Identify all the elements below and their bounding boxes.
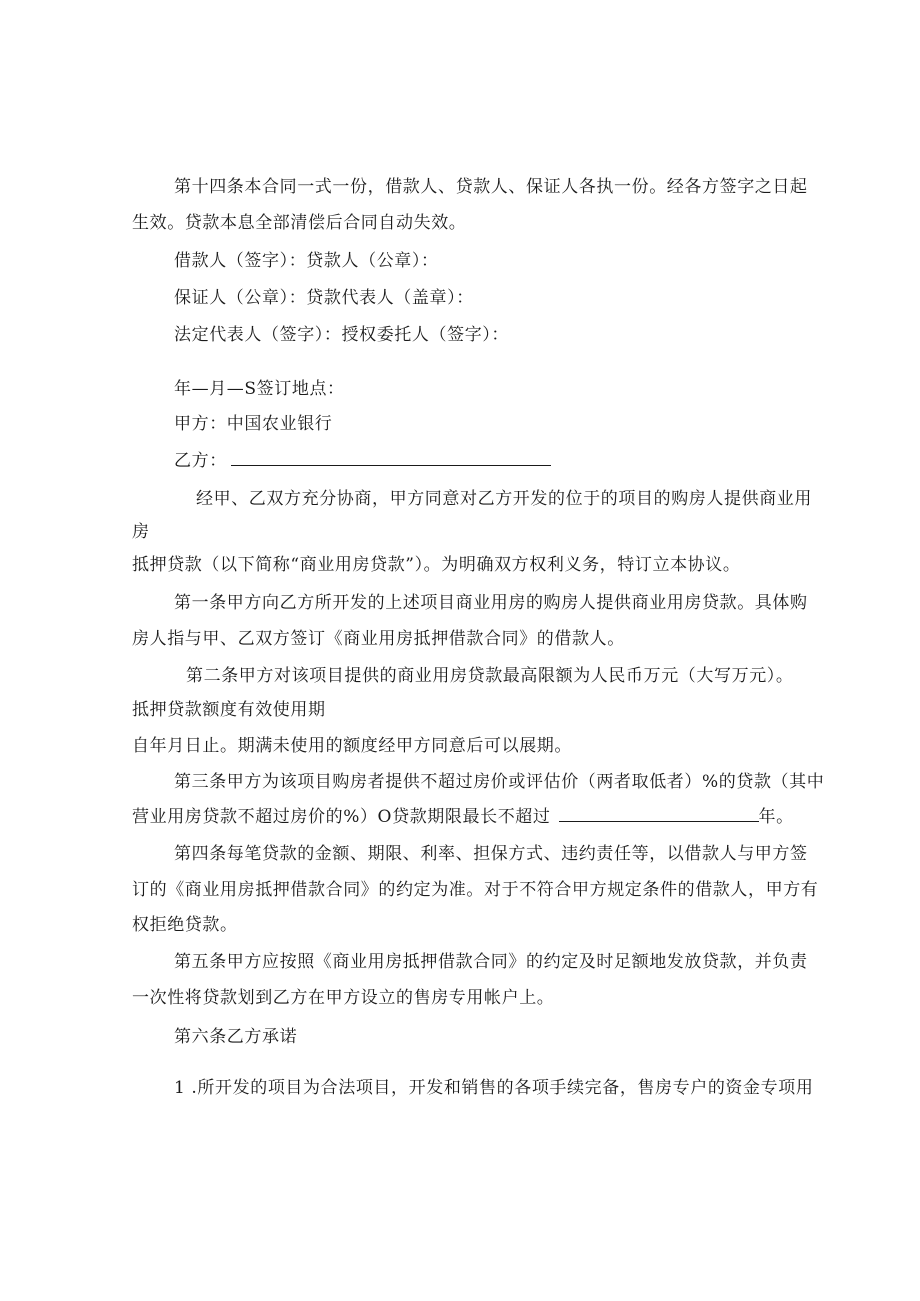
party-b-label: 乙方： [174, 451, 227, 471]
article-4-line-1: 第四条每笔贷款的金额、期限、利率、担保方式、违约责任等，以借款人与甲方签 [174, 844, 808, 864]
article-3-line-2 [132, 806, 794, 828]
article-5-line-2: 一次性将贷款划到乙方在甲方设立的售房专用帐户上。 [132, 988, 555, 1008]
article-2-line-1: 第二条甲方对该项目提供的商业用房贷款最高限额为人民币万元（大写万元）。 [186, 666, 794, 686]
party-b-blank [231, 451, 551, 466]
article-14-line-1: 第十四条本合同一式一份，借款人、贷款人、保证人各执一份。经各方签字之日起 [174, 177, 808, 197]
article-1-line-2: 房人指与甲、乙双方签订《商业用房抵押借款合同》的借款人。 [132, 629, 625, 649]
signature-legal-rep-line: 法定代表人（签字）：授权委托人（签字）： [174, 325, 509, 345]
article-6-item-1: 1 .所开发的项目为合法项目，开发和销售的各项手续完备，售房专户的资金专项用 [174, 1078, 814, 1098]
date-place-line: 年—月—S签订地点： [174, 379, 345, 399]
intro-line-1: 经甲、乙双方充分协商，甲方同意对乙方开发的位于的项目的购房人提供商业用 [196, 489, 812, 509]
signature-guarantor-line: 保证人（公章）：贷款代表人（盖章）： [174, 288, 474, 308]
party-a-line: 甲方：中国农业银行 [174, 414, 333, 434]
intro-line-3: 抵押贷款（以下简称“商业用房贷款”）。为明确双方权利义务，特订立本协议。 [132, 555, 741, 575]
article-3-line-2-text: 营业用房贷款不超过房价的%）O贷款期限最长不超过 [132, 807, 551, 827]
article-4-line-3: 权拒绝贷款。 [132, 915, 238, 935]
article-1-line-1: 第一条甲方向乙方所开发的上述项目商业用房的购房人提供商业用房贷款。具体购 [174, 593, 808, 613]
article-5-line-1: 第五条甲方应按照《商业用房抵押借款合同》的约定及时足额地发放贷款，并负责 [174, 952, 808, 972]
article-4-line-2: 订的《商业用房抵押借款合同》的约定为准。对于不符合甲方规定条件的借款人，甲方有 [132, 880, 819, 900]
loan-term-blank [559, 807, 759, 822]
signature-borrower-line: 借款人（签字）：贷款人（公章）： [174, 251, 439, 271]
article-6-heading: 第六条乙方承诺 [174, 1027, 298, 1047]
intro-line-2: 房 [132, 522, 150, 542]
party-b-line [174, 450, 551, 472]
article-3-line-1: 第三条甲方为该项目购房者提供不超过房价或评估价（两者取低者）%的贷款（其中 [174, 772, 825, 792]
article-2-line-2: 抵押贷款额度有效使用期 [132, 700, 326, 720]
article-3-line-2-suffix: 年。 [758, 807, 794, 827]
article-14-line-2: 生效。贷款本息全部清偿后合同自动失效。 [132, 213, 467, 233]
article-2-line-3: 自年月日止。期满未使用的额度经甲方同意后可以展期。 [132, 736, 572, 756]
